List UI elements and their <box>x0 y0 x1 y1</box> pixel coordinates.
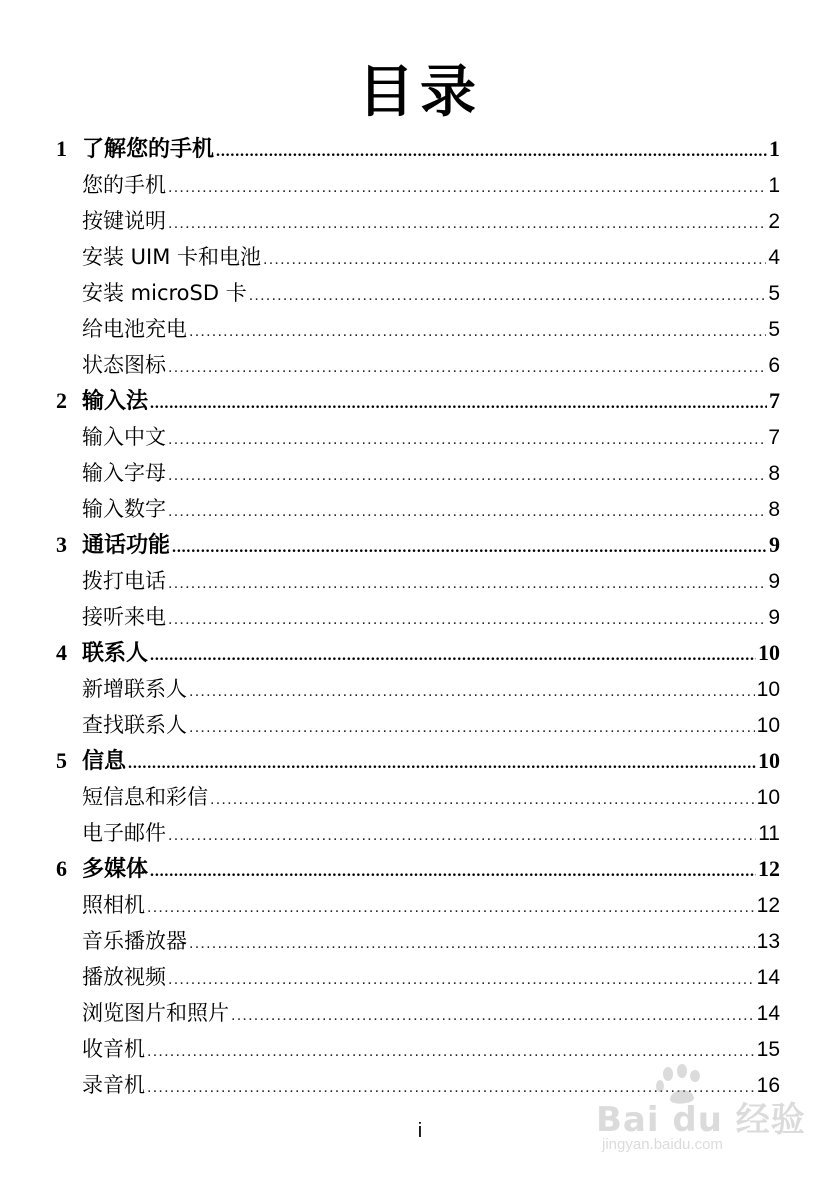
toc-entry-label: 联系人 <box>82 641 149 666</box>
toc-entry-label: 浏览图片和照片 <box>82 1001 229 1025</box>
toc-entry-label: 音乐播放器 <box>82 929 187 953</box>
dot-leader <box>168 170 766 206</box>
toc-entry-page: 5 <box>768 318 780 341</box>
toc-section-entry[interactable] <box>0 1031 840 1067</box>
toc-entry-page: 2 <box>768 210 780 233</box>
toc-entry-label: 多媒体 <box>82 857 149 882</box>
toc-chapter-entry[interactable] <box>0 635 840 671</box>
toc-entry-label: 通话功能 <box>82 533 171 558</box>
dot-leader <box>263 242 766 278</box>
toc-entry-label: 信息 <box>82 749 127 774</box>
toc-entry-label: 输入法 <box>82 389 149 414</box>
toc-entry-label: 状态图标 <box>82 353 166 377</box>
toc-section-entry[interactable] <box>0 275 840 311</box>
toc-entry-page: 4 <box>768 246 780 269</box>
toc-entry-label: 短信息和彩信 <box>82 785 208 809</box>
toc-entry-page: 14 <box>756 966 780 989</box>
dot-leader <box>168 602 766 638</box>
toc-entry-label: 照相机 <box>82 893 145 917</box>
toc-chapter-entry[interactable] <box>0 131 840 167</box>
dot-leader <box>168 422 766 458</box>
toc-entry-page: 6 <box>768 354 780 377</box>
toc-entry-page: 10 <box>758 748 780 773</box>
toc-chapter-number: 2 <box>56 388 67 413</box>
toc-entry-page: 8 <box>768 462 780 485</box>
toc-section-entry[interactable] <box>0 419 840 455</box>
toc-entry-page: 10 <box>756 678 780 701</box>
toc-section-entry[interactable] <box>0 995 840 1031</box>
toc-entry-page: 7 <box>768 426 780 449</box>
toc-entry-page: 11 <box>758 822 780 845</box>
toc-entry-page: 7 <box>769 388 780 413</box>
dot-leader <box>210 782 755 818</box>
toc-section-entry[interactable] <box>0 455 840 491</box>
toc-section-entry[interactable] <box>0 599 840 635</box>
toc-entry-page: 15 <box>756 1038 780 1061</box>
dot-leader <box>249 278 767 314</box>
dot-leader <box>150 638 756 674</box>
dot-leader <box>168 494 766 530</box>
dot-leader <box>168 350 766 386</box>
dot-leader <box>150 386 767 422</box>
toc-entry-label: 安装 UIM 卡和电池 <box>82 245 262 269</box>
toc-section-entry[interactable] <box>0 707 840 743</box>
dot-leader <box>168 458 766 494</box>
toc-entry-label: 输入字母 <box>82 461 166 485</box>
toc-entry-label: 录音机 <box>82 1073 145 1097</box>
dot-leader <box>150 854 756 890</box>
dot-leader <box>168 818 756 854</box>
toc-chapter-entry[interactable] <box>0 743 840 779</box>
toc-entry-page: 16 <box>756 1074 780 1097</box>
toc-entry-page: 12 <box>756 894 780 917</box>
watermark-brand: Bai du 经验 <box>596 1100 806 1140</box>
toc-section-entry[interactable] <box>0 671 840 707</box>
toc-entry-page: 14 <box>756 1002 780 1025</box>
toc-section-entry[interactable] <box>0 203 840 239</box>
toc-entry-page: 8 <box>768 498 780 521</box>
toc-entry-page: 5 <box>768 282 780 305</box>
toc-chapter-number: 6 <box>56 856 67 881</box>
toc-section-entry[interactable] <box>0 491 840 527</box>
dot-leader <box>189 674 755 710</box>
toc-chapter-entry[interactable] <box>0 383 840 419</box>
toc-entry-page: 9 <box>768 570 780 593</box>
dot-leader <box>189 926 755 962</box>
toc-entry-label: 接听来电 <box>82 605 166 629</box>
page-title: 目录 <box>358 60 482 125</box>
toc-entry-page: 10 <box>756 786 780 809</box>
toc-entry-page: 1 <box>769 136 780 161</box>
dot-leader <box>189 314 766 350</box>
dot-leader <box>168 206 766 242</box>
toc-chapter-entry[interactable] <box>0 851 840 887</box>
toc-section-entry[interactable] <box>0 167 840 203</box>
watermark-url: jingyan.baidu.com <box>602 1136 723 1153</box>
toc-section-entry[interactable] <box>0 347 840 383</box>
toc-entry-page: 1 <box>768 174 780 197</box>
toc-entry-page: 10 <box>758 640 780 665</box>
toc-section-entry[interactable] <box>0 923 840 959</box>
toc-chapter-entry[interactable] <box>0 527 840 563</box>
toc-entry-label: 播放视频 <box>82 965 166 989</box>
dot-leader <box>189 710 755 746</box>
toc-section-entry[interactable] <box>0 311 840 347</box>
toc-entry-label: 输入中文 <box>82 425 166 449</box>
toc-section-entry[interactable] <box>0 815 840 851</box>
toc-entry-label: 您的手机 <box>82 173 166 197</box>
toc-entry-page: 10 <box>756 714 780 737</box>
dot-leader <box>231 998 755 1034</box>
toc-section-entry[interactable] <box>0 563 840 599</box>
page-number: i <box>417 1120 423 1142</box>
toc-entry-page: 9 <box>768 606 780 629</box>
toc-entry-label: 新增联系人 <box>82 677 187 701</box>
toc-entry-page: 13 <box>756 930 780 953</box>
toc-entry-label: 安装 microSD 卡 <box>82 281 247 305</box>
baidu-jingyan-watermark <box>590 1064 806 1164</box>
dot-leader <box>128 746 756 782</box>
toc-section-entry[interactable] <box>0 959 840 995</box>
toc-chapter-number: 5 <box>56 748 67 773</box>
toc-chapter-number: 3 <box>56 532 67 557</box>
toc-entry-label: 给电池充电 <box>82 317 187 341</box>
toc-chapter-number: 4 <box>56 640 67 665</box>
dot-leader <box>172 530 767 566</box>
toc-entry-label: 了解您的手机 <box>82 137 215 162</box>
toc-entry-label: 按键说明 <box>82 209 166 233</box>
toc-section-entry[interactable] <box>0 887 840 923</box>
toc-section-entry[interactable] <box>0 779 840 815</box>
dot-leader <box>168 566 766 602</box>
dot-leader <box>168 962 755 998</box>
toc-entry-label: 查找联系人 <box>82 713 187 737</box>
dot-leader <box>216 134 767 170</box>
toc-section-entry[interactable] <box>0 239 840 275</box>
toc-entry-page: 12 <box>758 856 780 881</box>
toc-chapter-number: 1 <box>56 136 67 161</box>
toc-entry-page: 9 <box>769 532 780 557</box>
dot-leader <box>147 890 755 926</box>
toc-entry-label: 电子邮件 <box>82 821 166 845</box>
toc-entry-label: 收音机 <box>82 1037 145 1061</box>
toc-entry-label: 输入数字 <box>82 497 166 521</box>
toc-entry-label: 拨打电话 <box>82 569 166 593</box>
